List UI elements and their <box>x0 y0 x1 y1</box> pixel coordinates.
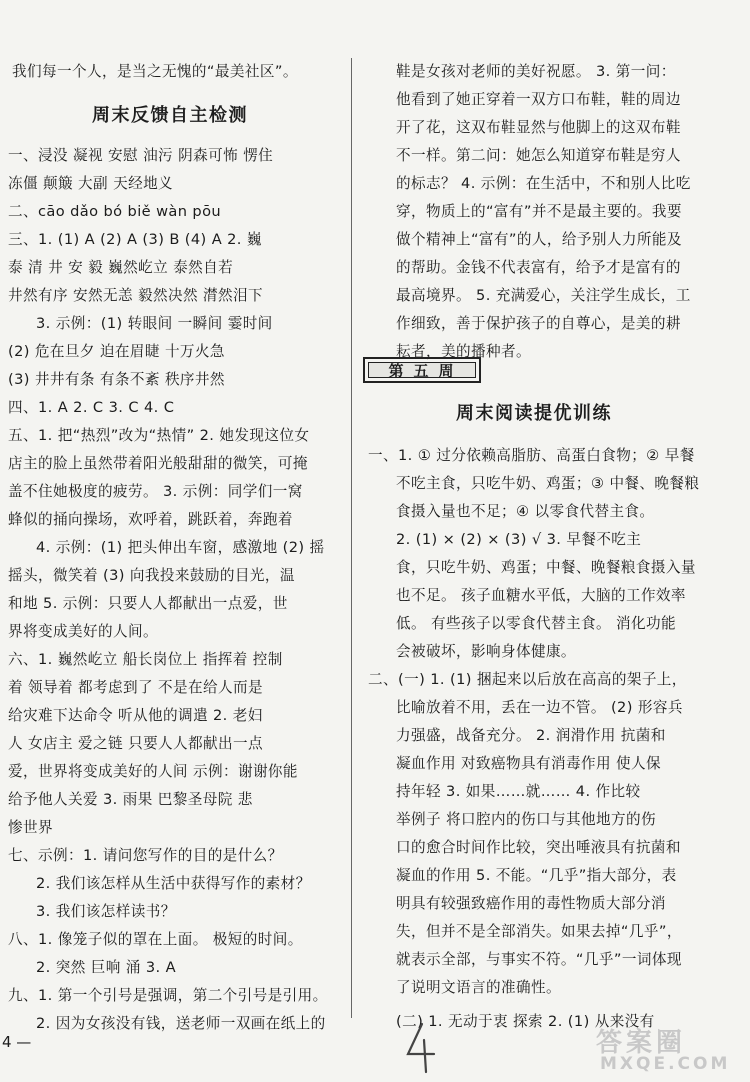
column-divider <box>351 58 352 1018</box>
answer-line: 3. 我们该怎样读书？ <box>36 903 176 920</box>
answer-line: 二、(一) 1. (1) 捆起来以后放在高高的架子上， <box>368 671 687 688</box>
answer-line: 2. 突然 巨响 涌 3. A <box>36 959 176 976</box>
answer-line: 人 女店主 爱之链 只要人人都献出一点 <box>8 735 264 752</box>
answer-line: 举例子 将口腔内的伤口与其他地方的伤 <box>396 811 656 828</box>
answer-line: 蜂似的捅向操场，欢呼着，跳跃着，奔跑着 <box>8 511 293 528</box>
answer-line: 三、1. (1) A (2) A (3) B (4) A 2. 巍 <box>8 231 262 248</box>
answer-line: 失，但并不是全部消失。如果去掉“几乎”， <box>396 923 682 940</box>
intro-text: 我们每一个人，是当之无愧的“最美社区”。 <box>12 63 298 80</box>
answer-line: 着 领导着 都考虑到了 不是在给人而是 <box>8 679 264 696</box>
answer-line: 2. 我们该怎样从生活中获得写作的素材？ <box>36 875 311 892</box>
answer-line: 食摄入量也不足；④ 以零食代替主食。 <box>396 503 655 520</box>
answer-line: 比喻放着不用，丢在一边不管。 (2) 形容兵 <box>396 699 683 716</box>
week-label-box <box>363 357 481 383</box>
answer-line: 他看到了她正穿着一双方口布鞋，鞋的周边 <box>396 91 681 108</box>
answer-line: 不吃主食，只吃牛奶、鸡蛋；③ 中餐、晚餐粮 <box>396 475 700 492</box>
answer-line: (2) 危在旦夕 迫在眉睫 十万火急 <box>8 343 225 360</box>
answer-line: 低。 有些孩子以零食代替主食。 消化功能 <box>396 615 676 632</box>
answer-line: 4. 示例：(1) 把头伸出车窗，感激地 (2) 摇 <box>36 539 325 556</box>
answer-line: 会被破坏，影响身体健康。 <box>396 643 576 660</box>
answer-line: (3) 井井有条 有条不紊 秩序井然 <box>8 371 225 388</box>
answer-line: 的帮助。金钱不代表富有，给予才是富有的 <box>396 259 681 276</box>
answer-line: 持年轻 3. 如果……就…… 4. 作比较 <box>396 783 641 800</box>
watermark-bottom-text: MXQE.COM <box>600 1054 731 1074</box>
answer-line: 也不足。 孩子血糖水平低，大脑的工作效率 <box>396 587 686 604</box>
answer-line: 明具有较强致癌作用的毒性物质大部分消 <box>396 895 666 912</box>
answer-line: 力强盛，战备充分。 2. 润滑作用 抗菌和 <box>396 727 666 744</box>
answer-line: 冻僵 颠簸 大副 天经地义 <box>8 175 174 192</box>
answer-line: 盖不住她极度的疲劳。 3. 示例：同学们一窝 <box>8 483 303 500</box>
answer-line: 口的愈合时间作比较，突出唾液具有抗菌和 <box>396 839 681 856</box>
answer-line: 和地 5. 示例：只要人人都献出一点爱，世 <box>8 595 288 612</box>
answer-line: 爱，世界将变成美好的人间 示例：谢谢你能 <box>8 763 298 780</box>
answer-line: 五、1. 把“热烈”改为“热情” 2. 她发现这位女 <box>8 427 310 444</box>
answer-line: 店主的脸上虽然带着阳光般甜甜的微笑，可掩 <box>8 455 308 472</box>
answer-line: 开了花，这双布鞋显然与他脚上的这双布鞋 <box>396 119 681 136</box>
answer-line: 九、1. 第一个引号是强调，第二个引号是引用。 <box>8 987 328 1004</box>
answer-line: 食，只吃牛奶、鸡蛋；中餐、晚餐粮食摄入量 <box>396 559 696 576</box>
answer-line: 不一样。第二问：她怎么知道穿布鞋是穷人 <box>396 147 681 164</box>
answer-line: 耘者，美的播种者。 <box>396 343 531 360</box>
answer-line: 鞋是女孩对老师的美好祝愿。 3. 第一问： <box>396 63 676 80</box>
answer-line: 界将变成美好的人间。 <box>8 623 158 640</box>
week-label: 第五周 <box>368 362 476 378</box>
section-title-reading: 周末阅读提优训练 <box>456 403 612 424</box>
handwritten-four-mark <box>400 1020 440 1076</box>
answer-line: 六、1. 巍然屹立 船长岗位上 指挥着 控制 <box>8 651 283 668</box>
answer-line: 凝血的作用 5. 不能。“几乎”指大部分，表 <box>396 867 677 884</box>
answer-line: 作细致，善于保护孩子的自尊心，是美的耕 <box>396 315 681 332</box>
answer-line: 3. 示例：(1) 转眼间 一瞬间 霎时间 <box>36 315 273 332</box>
answer-line: 的标志？ 4. 示例：在生活中，不和别人比吃 <box>396 175 691 192</box>
answer-line: 井然有序 安然无恙 毅然决然 潸然泪下 <box>8 287 264 304</box>
answer-line: 2. (1) × (2) × (3) √ 3. 早餐不吃主 <box>396 531 642 548</box>
answer-line: 给予他人关爱 3. 雨果 巴黎圣母院 悲 <box>8 791 253 808</box>
answer-line: 了说明文语言的准确性。 <box>396 979 561 996</box>
answer-line: 最高境界。 5. 充满爱心，关注学生成长，工 <box>396 287 691 304</box>
answer-line: 泰 清 井 安 毅 巍然屹立 泰然自若 <box>8 259 234 276</box>
answer-line: (二) 1. 无动于衷 探索 2. (1) 从来没有 <box>396 1013 655 1030</box>
answer-line: 2. 因为女孩没有钱，送老师一双画在纸上的 <box>36 1015 326 1032</box>
answer-line: 惨世界 <box>8 819 53 836</box>
watermark-logo <box>596 1018 746 1078</box>
answer-line: 一、1. ① 过分依赖高脂肪、高蛋白食物；② 早餐 <box>368 447 695 464</box>
answer-line: 凝血作用 对致癌物具有消毒作用 使人保 <box>396 755 661 772</box>
page-number: 4 — <box>2 1033 32 1051</box>
answer-line: 就表示全部，与事实不符。“几乎”一词体现 <box>396 951 682 968</box>
answer-line: 四、1. A 2. C 3. C 4. C <box>8 399 175 416</box>
answer-line: 二、cāo dǎo bó biě wàn pōu <box>8 203 222 220</box>
answer-line: 穿，物质上的“富有”并不是最主要的。我要 <box>396 203 682 220</box>
answer-line: 七、示例：1. 请问您写作的目的是什么？ <box>8 847 283 864</box>
watermark-top-text: 答案圈 <box>596 1028 687 1058</box>
answer-line: 做个精神上“富有”的人，给予别人力所能及 <box>396 231 682 248</box>
section-title-feedback: 周末反馈自主检测 <box>92 105 248 126</box>
answer-line: 八、1. 像笼子似的罩在上面。 极短的时间。 <box>8 931 303 948</box>
answer-line: 给灾难下达命令 听从他的调遣 2. 老妇 <box>8 707 263 724</box>
answer-line: 一、浸没 凝视 安慰 油污 阴森可怖 愣住 <box>8 147 274 164</box>
answer-line: 摇头，微笑着 (3) 向我投来鼓励的目光，温 <box>8 567 295 584</box>
